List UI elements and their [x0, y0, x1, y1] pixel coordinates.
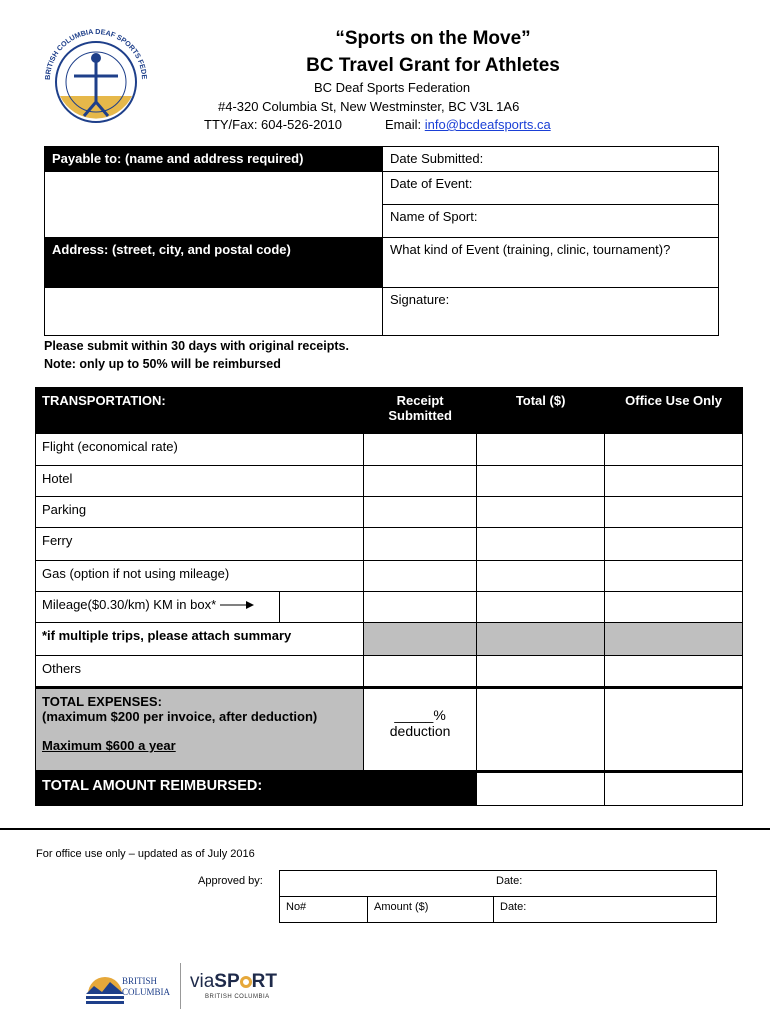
- approval-no-field[interactable]: No#: [280, 897, 368, 923]
- form-subtitle: BC Travel Grant for Athletes: [306, 55, 560, 76]
- total-reimbursed-amount[interactable]: [477, 772, 605, 806]
- email-label: Email:: [385, 117, 422, 132]
- approved-by-label: Approved by:: [198, 875, 263, 887]
- form-title: “Sports on the Move”: [335, 28, 531, 49]
- gas-receipt[interactable]: [364, 561, 477, 592]
- total-header: Total ($): [477, 388, 605, 434]
- total-expenses-label: TOTAL EXPENSES:: [42, 694, 162, 709]
- mileage-label: Mileage($0.30/km) KM in box*: [36, 592, 280, 623]
- total-expenses-amount[interactable]: [477, 688, 605, 772]
- arrow-right-icon: [220, 598, 254, 613]
- gas-total[interactable]: [477, 561, 605, 592]
- total-expenses-max: (maximum $200 per invoice, after deduction): [42, 709, 318, 724]
- bc-logo: [84, 968, 184, 1008]
- hotel-label: Hotel: [36, 466, 364, 497]
- payee-table: [44, 146, 719, 336]
- flight-office: [605, 434, 743, 466]
- viasport-o-icon: [240, 976, 252, 988]
- expenses-table: [35, 387, 743, 806]
- flight-label: Flight (economical rate): [36, 434, 364, 466]
- note-line-1: Please submit within 30 days with original receipts.: [44, 339, 349, 353]
- date-submitted-field[interactable]: Date Submitted:: [383, 147, 719, 172]
- others-total[interactable]: [477, 656, 605, 688]
- approval-date-field[interactable]: Date:: [280, 871, 717, 897]
- others-office: [605, 656, 743, 688]
- org-tty: TTY/Fax: 604-526-2010: [204, 117, 343, 132]
- hotel-receipt[interactable]: [364, 466, 477, 497]
- logo-divider: [180, 963, 181, 1009]
- mileage-receipt[interactable]: [364, 592, 477, 623]
- ferry-office: [605, 528, 743, 561]
- viasport-logo: viaSP RT: [190, 971, 277, 992]
- office-updated-note: For office use only – updated as of July 2016: [36, 848, 255, 860]
- org-name: BC Deaf Sports Federation: [314, 80, 471, 95]
- mileage-total[interactable]: [477, 592, 605, 623]
- bc-line1: BRITISH: [122, 976, 158, 986]
- org-email-row: [385, 117, 551, 132]
- section-divider: [0, 828, 770, 830]
- address-input[interactable]: [45, 288, 383, 336]
- ferry-receipt[interactable]: [364, 528, 477, 561]
- office-header: Office Use Only: [605, 388, 743, 434]
- multiple-grey-2: [477, 623, 605, 656]
- bc-line2: COLUMBIA: [122, 987, 171, 997]
- payable-label: Payable to: (name and address required): [45, 147, 383, 172]
- total-reimbursed-label: TOTAL AMOUNT REIMBURSED:: [36, 772, 477, 806]
- bc-sun-icon: [84, 972, 126, 1006]
- hotel-office: [605, 466, 743, 497]
- transport-header: TRANSPORTATION:: [36, 388, 364, 434]
- total-expenses-cell: [36, 688, 364, 772]
- deduction-cell[interactable]: [364, 688, 477, 772]
- others-label: Others: [36, 656, 364, 688]
- ferry-label: Ferry: [36, 528, 364, 561]
- parking-office: [605, 497, 743, 528]
- approval-table: [279, 870, 717, 923]
- deduction-label: deduction: [389, 723, 451, 739]
- email-link[interactable]: info@bcdeafsports.ca: [424, 117, 551, 132]
- others-receipt[interactable]: [364, 656, 477, 688]
- ferry-total[interactable]: [477, 528, 605, 561]
- submission-note: [44, 337, 349, 373]
- note-line-2: Note: only up to 50% will be reimbursed: [44, 357, 281, 371]
- parking-label: Parking: [36, 497, 364, 528]
- multiple-trips-note: *if multiple trips, please attach summary: [36, 623, 364, 656]
- address-label: Address: (street, city, and postal code): [45, 238, 383, 288]
- multiple-grey-1: [364, 623, 477, 656]
- flight-receipt[interactable]: [364, 434, 477, 466]
- mileage-office: [605, 592, 743, 623]
- date-event-field[interactable]: Date of Event:: [383, 172, 719, 205]
- approval-amount-field[interactable]: Amount ($): [368, 897, 494, 923]
- sport-name-field[interactable]: Name of Sport:: [383, 205, 719, 238]
- approval-date2-field[interactable]: Date:: [494, 897, 717, 923]
- gas-office: [605, 561, 743, 592]
- multiple-grey-3: [605, 623, 743, 656]
- total-reimbursed-office: [605, 772, 743, 806]
- parking-receipt[interactable]: [364, 497, 477, 528]
- org-address: #4-320 Columbia St, New Westminster, BC V3L 1A6: [218, 99, 520, 114]
- hotel-total[interactable]: [477, 466, 605, 497]
- parking-total[interactable]: [477, 497, 605, 528]
- receipt-header: Receipt Submitted: [364, 388, 477, 434]
- flight-total[interactable]: [477, 434, 605, 466]
- event-kind-field[interactable]: What kind of Event (training, clinic, tournament)?: [383, 238, 719, 288]
- deduction-blank: _____%: [394, 707, 446, 723]
- max-year-label: Maximum $600 a year: [42, 738, 176, 753]
- mileage-km-box[interactable]: [280, 592, 364, 623]
- gas-label: Gas (option if not using mileage): [36, 561, 364, 592]
- viasport-sub: BRITISH COLUMBIA: [205, 994, 270, 1000]
- payable-input[interactable]: [45, 172, 383, 238]
- svg-text:BRITISH COLUMBIA DEAF SPORTS F: BRITISH COLUMBIA DEAF SPORTS FEDE: [42, 26, 150, 81]
- total-expenses-office: [605, 688, 743, 772]
- signature-field[interactable]: Signature:: [383, 288, 719, 336]
